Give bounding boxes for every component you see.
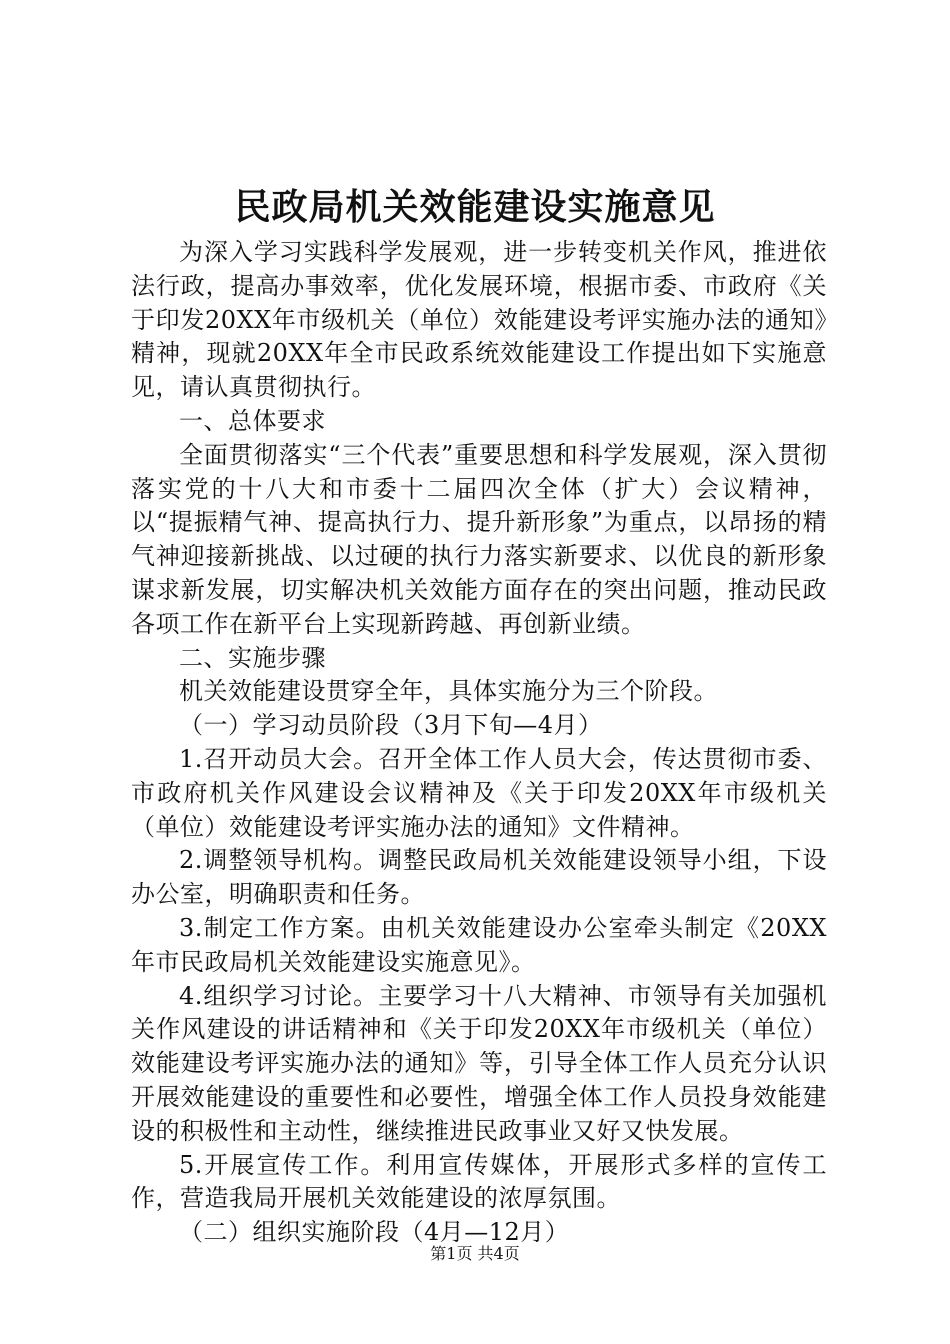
list-item-5: 5.开展宣传工作。利用宣传媒体，开展形式多样的宣传工作，营造我局开展机关效能建设的浓厚氛围。 [131,1150,827,1213]
document-body [131,236,827,1250]
list-item-2: 2.调整领导机构。调整民政局机关效能建设领导小组，下设办公室，明确职责和任务。 [131,846,827,909]
page-footer: 第1页 共4页 [430,1244,520,1263]
section-heading-implementation-steps: 二、实施步骤 [179,643,326,672]
subheading-study-mobilization: （一）学习动员阶段（3月下旬—4月） [179,711,603,740]
list-item-4: 4.组织学习讨论。主要学习十八大精神、市领导有关加强机关作风建设的讲话精神和《关于印发20XX年市级机关（单位）效能建设考评实施办法的通知》等，引导全体工作人员充分认识开展效能建设的重要性和必要性，增强全体工作人员投身效能建设的积极性和主动性，继续推进民政事业又好又快发展。 [131,981,827,1145]
document-title: 民政局机关效能建设实施意见 [234,186,716,228]
subheading-organize-implementation: （二）组织实施阶段（4月—12月） [179,1218,570,1247]
paragraph-intro: 为深入学习实践科学发展观，进一步转变机关作风，推进依法行政，提高办事效率，优化发展环境，根据市委、市政府《关于印发20XX年市级机关（单位）效能建设考评实施办法的通知》精神，现就20XX年全市民政系统效能建设工作提出如下实施意见，请认真贯彻执行。 [131,238,827,402]
paragraph-three-stages: 机关效能建设贯穿全年，具体实施分为三个阶段。 [179,677,718,706]
paragraph-general-requirements: 全面贯彻落实“三个代表”重要思想和科学发展观，深入贯彻落实党的十八大和市委十二届四次全体（扩大）会议精神，以“提振精气神、提高执行力、提升新形象”为重点，以昂扬的精气神迎接新挑战、以过硬的执行力落实新要求、以优良的新形象谋求新发展，切实解决机关效能方面存在的突出问题，推动民政各项工作在新平台上实现新跨越、再创新业绩。 [131,440,827,638]
list-item-3: 3.制定工作方案。由机关效能建设办公室牵头制定《20XX年市民政局机关效能建设实施意见》。 [131,913,827,976]
list-item-1: 1.召开动员大会。召开全体工作人员大会，传达贯彻市委、市政府机关作风建设会议精神及《关于印发20XX年市级机关（单位）效能建设考评实施办法的通知》文件精神。 [131,744,827,841]
section-heading-general-requirements: 一、总体要求 [179,406,326,435]
